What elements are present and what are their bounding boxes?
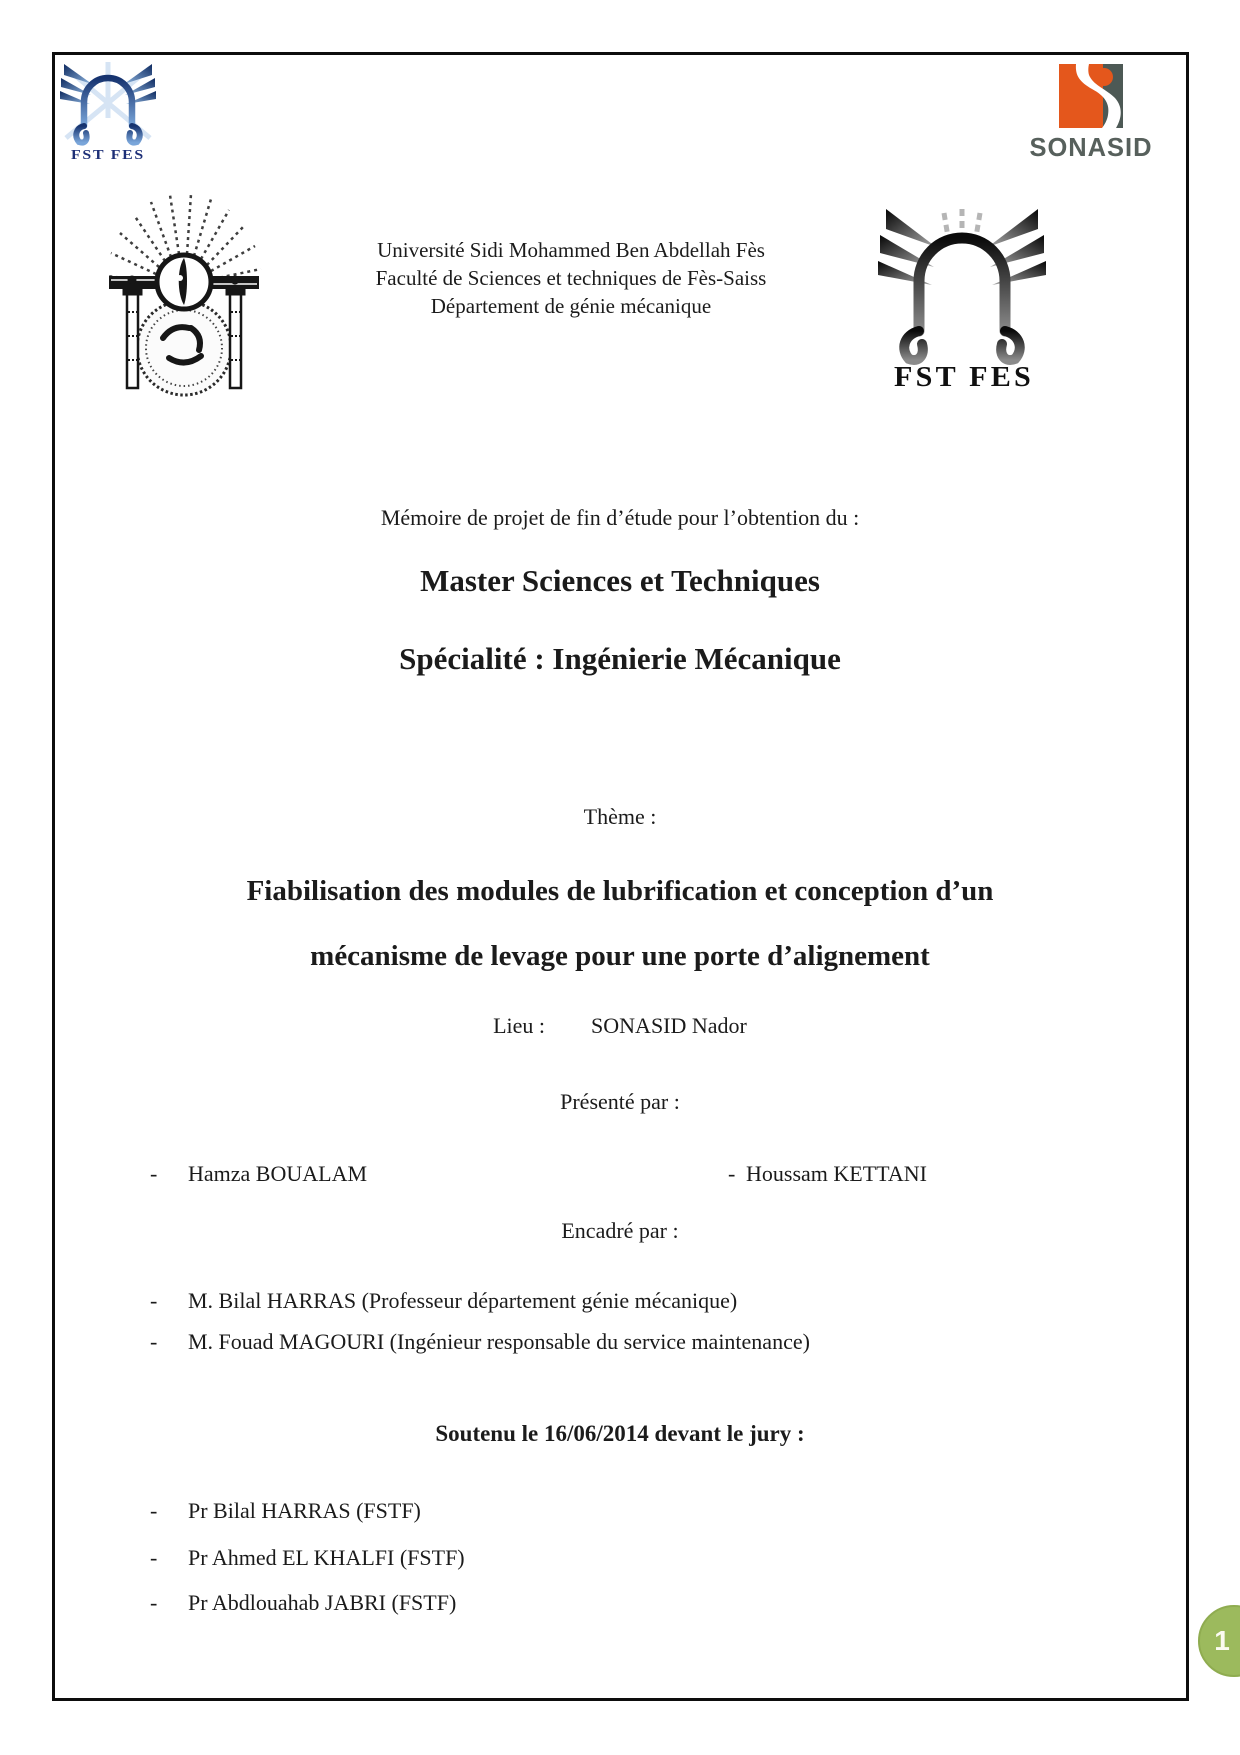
jury-member-2: Pr Ahmed EL KHALFI (FSTF) — [188, 1545, 465, 1570]
supervisor-item-1 — [150, 1287, 737, 1314]
emblem-medallion — [137, 301, 231, 395]
location-line — [95, 1012, 1145, 1039]
sonasid-mark-graphic — [1059, 64, 1123, 128]
blue-logo-label: FST FES — [71, 147, 145, 162]
bullet-dash: - — [150, 1545, 158, 1570]
bullet-dash: - — [150, 1590, 158, 1615]
jury-item-3 — [150, 1589, 456, 1616]
page-number: 1 — [1214, 1625, 1230, 1656]
emblem-ring-and-gnomon — [157, 255, 211, 309]
thesis-title-line-2: mécanisme de levage pour une porte d’alignement — [310, 940, 930, 972]
thesis-title-line-1: Fiabilisation des modules de lubrification et conception d’un — [246, 875, 994, 907]
author-name-2: Houssam KETTANI — [746, 1161, 927, 1186]
sonasid-logo-mark — [1059, 64, 1123, 128]
bullet-dash: - — [150, 1288, 158, 1313]
defense-line: Soutenu le 16/06/2014 devant le jury : — [435, 1421, 805, 1446]
supervisor-name-1: M. Bilal HARRAS (Professeur département génie mécanique) — [188, 1288, 738, 1313]
theme-label: Thème : — [583, 804, 657, 829]
bullet-dash: - — [150, 1329, 158, 1354]
bullet-dash: - — [150, 1498, 158, 1523]
supervisor-item-2 — [150, 1328, 810, 1355]
supervised-by-label: Encadré par : — [561, 1218, 679, 1243]
author-item-2 — [728, 1160, 927, 1187]
jury-member-1: Pr Bilal HARRAS (FSTF) — [188, 1498, 421, 1523]
specialty-line: Spécialité : Ingénierie Mécanique — [399, 641, 841, 676]
jury-member-3: Pr Abdlouahab JABRI (FSTF) — [188, 1590, 457, 1615]
university-line-1: Université Sidi Mohammed Ben Abdellah Fès — [377, 238, 765, 262]
page-number-badge — [1198, 1605, 1240, 1677]
university-line-3: Département de génie mécanique — [430, 294, 712, 318]
degree-line: Master Sciences et Techniques — [420, 563, 820, 598]
fst-fes-blue-logo — [58, 60, 158, 164]
sonasid-logo-label: SONASID — [1029, 132, 1153, 162]
location-label: Lieu : — [493, 1013, 546, 1038]
university-line-2: Faculté de Sciences et techniques de Fès-Saiss — [375, 266, 767, 290]
jury-item-1 — [150, 1497, 421, 1524]
location-value: SONASID Nador — [591, 1013, 747, 1038]
black-logo-monogram — [904, 238, 1020, 361]
author-name-1: Hamza BOUALAM — [188, 1161, 368, 1186]
fst-fes-black-logo — [872, 203, 1052, 393]
author-item-1 — [150, 1160, 367, 1187]
bullet-dash: - — [728, 1161, 736, 1186]
supervisor-name-2: M. Fouad MAGOURI (Ingénieur responsable du service maintenance) — [188, 1329, 810, 1354]
sonasid-logo — [1016, 62, 1166, 162]
black-logo-label: FST FES — [894, 362, 1034, 393]
intro-line: Mémoire de projet de fin d’étude pour l’obtention du : — [380, 505, 860, 530]
jury-item-2 — [150, 1544, 465, 1571]
presented-by-label: Présenté par : — [560, 1089, 680, 1114]
university-emblem — [103, 188, 265, 400]
university-heading — [281, 236, 861, 320]
bullet-dash: - — [150, 1161, 158, 1186]
